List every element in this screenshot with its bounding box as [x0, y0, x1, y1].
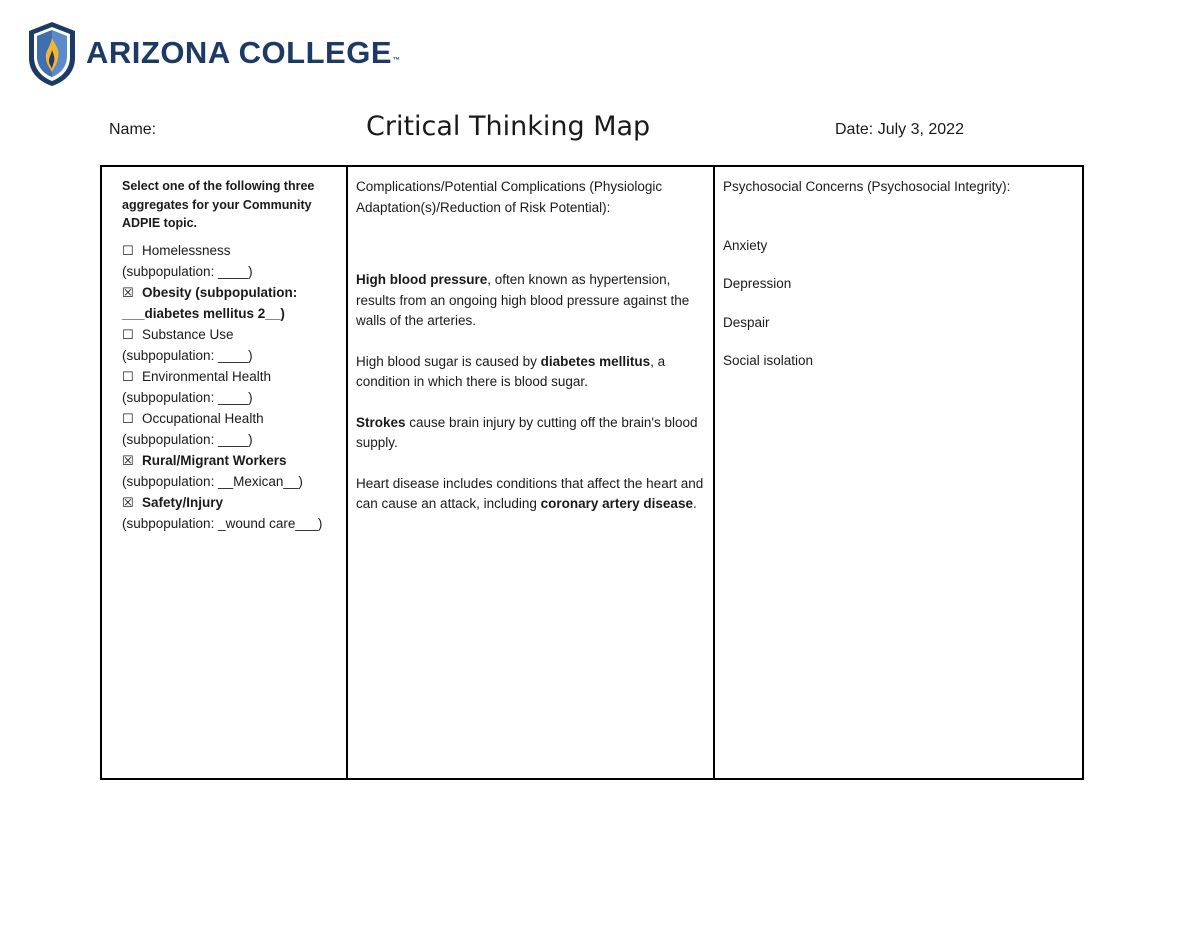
date-label: Date: July 3, 2022 [835, 121, 964, 138]
aggregate-option [122, 409, 338, 451]
heart-disease-paragraph: Heart disease includes conditions that affect the heart and can cause an attack, including coronary artery disease. [356, 475, 704, 511]
stroke-paragraph: Strokes cause brain injury by cutting off the brain's blood supply. [356, 414, 698, 450]
brand-name: ARIZONA COLLEGE™ [86, 35, 401, 70]
college-logo [26, 20, 78, 88]
unchecked-box-icon[interactable]: ☐ [122, 243, 134, 259]
concern-item: Social isolation [723, 353, 814, 368]
option-label: Environmental Health [142, 368, 272, 384]
concern-item: Depression [723, 276, 792, 291]
option-subpopulation: (subpopulation: __Mexican__) [122, 474, 303, 489]
option-subpopulation: ___diabetes mellitus 2__) [122, 306, 285, 321]
unchecked-box-icon[interactable]: ☐ [122, 327, 134, 343]
concern-item: Anxiety [723, 237, 768, 253]
option-label: Safety/Injury [142, 494, 224, 510]
option-subpopulation: (subpopulation: ____) [122, 390, 253, 405]
option-label: Occupational Health [142, 410, 264, 426]
option-subpopulation: (subpopulation: ____) [122, 264, 253, 279]
page-title: Critical Thinking Map [366, 111, 651, 142]
shield-flame-icon [26, 20, 78, 88]
aggregate-option [122, 451, 338, 493]
hypertension-paragraph: High blood pressure, often known as hypertension, results from an ongoing high blood pressure against the walls of the arteries. [356, 272, 690, 328]
checked-box-icon[interactable]: ☒ [122, 453, 134, 469]
unchecked-box-icon[interactable]: ☐ [122, 369, 134, 385]
aggregate-option [122, 241, 338, 283]
option-label: Substance Use [142, 326, 234, 342]
aggregate-option [122, 325, 338, 367]
aggregate-option [122, 283, 338, 325]
aggregate-option [122, 367, 338, 409]
concern-item: Despair [723, 314, 770, 330]
aggregate-column [102, 167, 348, 778]
complications-heading: Complications/Potential Complications (Physiologic Adaptation(s)/Reduction of Risk Potential): [356, 179, 663, 215]
trademark: ™ [393, 57, 401, 64]
critical-thinking-table [100, 165, 1084, 780]
checked-box-icon[interactable]: ☒ [122, 495, 134, 511]
aggregate-option [122, 493, 338, 535]
psychosocial-heading: Psychosocial Concerns (Psychosocial Integrity): [723, 179, 1011, 194]
name-label: Name: [109, 121, 157, 138]
checked-box-icon[interactable]: ☒ [122, 285, 134, 301]
complications-column [348, 167, 715, 778]
option-label: Obesity (subpopulation: [142, 284, 298, 300]
aggregate-options [122, 241, 338, 535]
option-label: Rural/Migrant Workers [142, 452, 287, 468]
psychosocial-column [715, 167, 1082, 778]
option-subpopulation: (subpopulation: ____) [122, 432, 253, 447]
option-subpopulation: (subpopulation: _wound care___) [122, 516, 323, 531]
option-label: Homelessness [142, 242, 231, 258]
diabetes-paragraph: High blood sugar is caused by diabetes mellitus, a condition in which there is blood sugar. [356, 353, 666, 389]
unchecked-box-icon[interactable]: ☐ [122, 411, 134, 427]
option-subpopulation: (subpopulation: ____) [122, 348, 253, 363]
instructions-text: Select one of the following three aggregates for your Community ADPIE topic. [122, 179, 315, 230]
